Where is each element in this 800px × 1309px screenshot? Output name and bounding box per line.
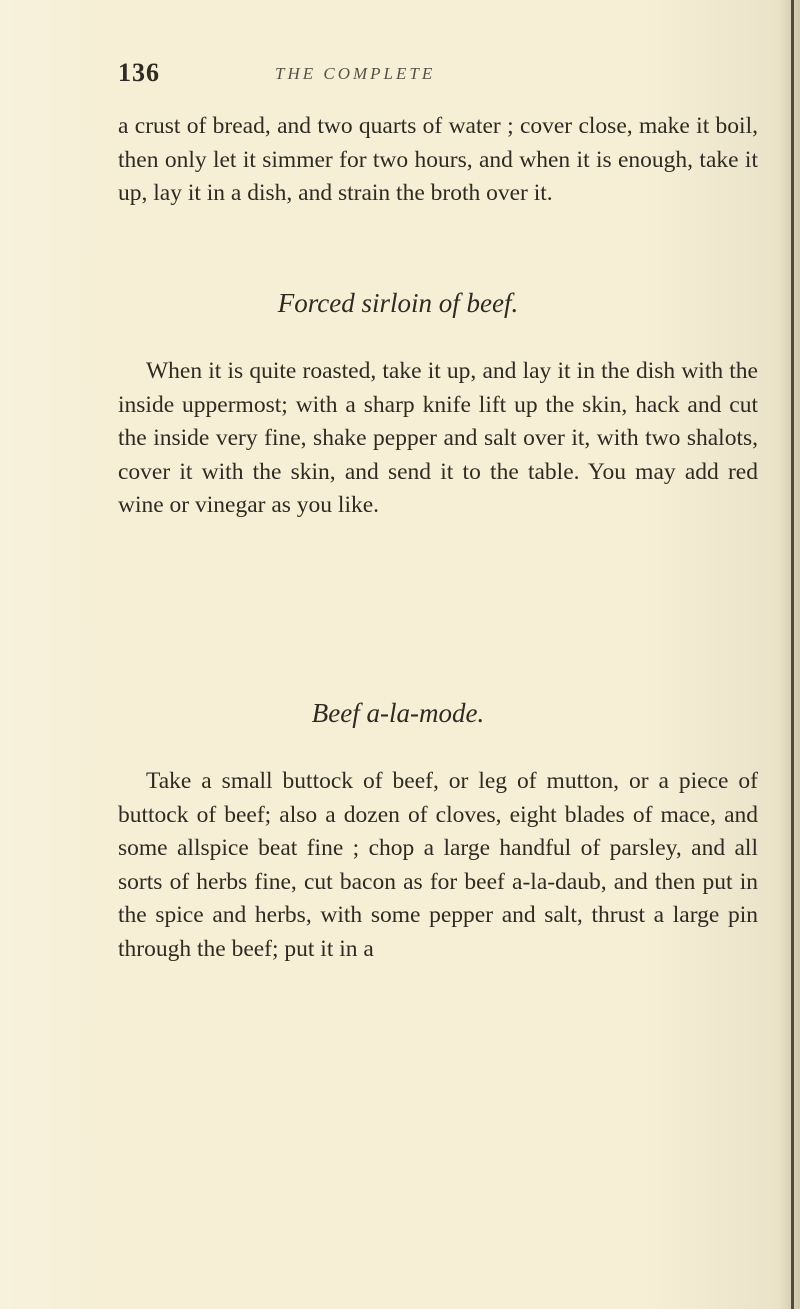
running-head: THE COMPLETE xyxy=(275,64,436,83)
spine-shadow xyxy=(778,0,800,1309)
forced-sirloin-paragraph xyxy=(118,355,758,523)
beef-a-la-mode-paragraph xyxy=(118,765,758,966)
section-title-forced-sirloin: Forced sirloin of beef. xyxy=(277,288,519,318)
paragraph-text: a crust of bread, and two quarts of water ; cover close, make it boil, then only let it simmer for two hours, and when it is enough, take it up, lay it in a dish, and strain the broth over it. xyxy=(118,113,758,206)
page-number: 136 xyxy=(118,58,160,87)
paragraph-text: When it is quite roasted, take it up, and lay it in the dish with the inside uppermost; with a sharp knife lift up the skin, hack and cut the inside very fine, shake pepper and salt over it, with two shalots, cover it with the skin, and send it to the table. You may add red wine or vinegar as you like. xyxy=(118,358,758,518)
continued-paragraph xyxy=(118,110,758,211)
spine-edge xyxy=(791,0,794,1309)
paragraph-text: Take a small buttock of beef, or leg of mutton, or a piece of buttock of beef; also a dozen of cloves, eight blades of mace, and some allspice beat fine ; chop a large handful of parsley, and all sorts of herbs fine, cut bacon as for beef a-la-daub, and then put in the spice and herbs, with some pepper and salt, thrust a large pin through the beef; put it in a xyxy=(118,768,758,962)
section-title-beef-a-la-mode: Beef a-la-mode. xyxy=(311,698,485,728)
page-header xyxy=(118,58,678,98)
